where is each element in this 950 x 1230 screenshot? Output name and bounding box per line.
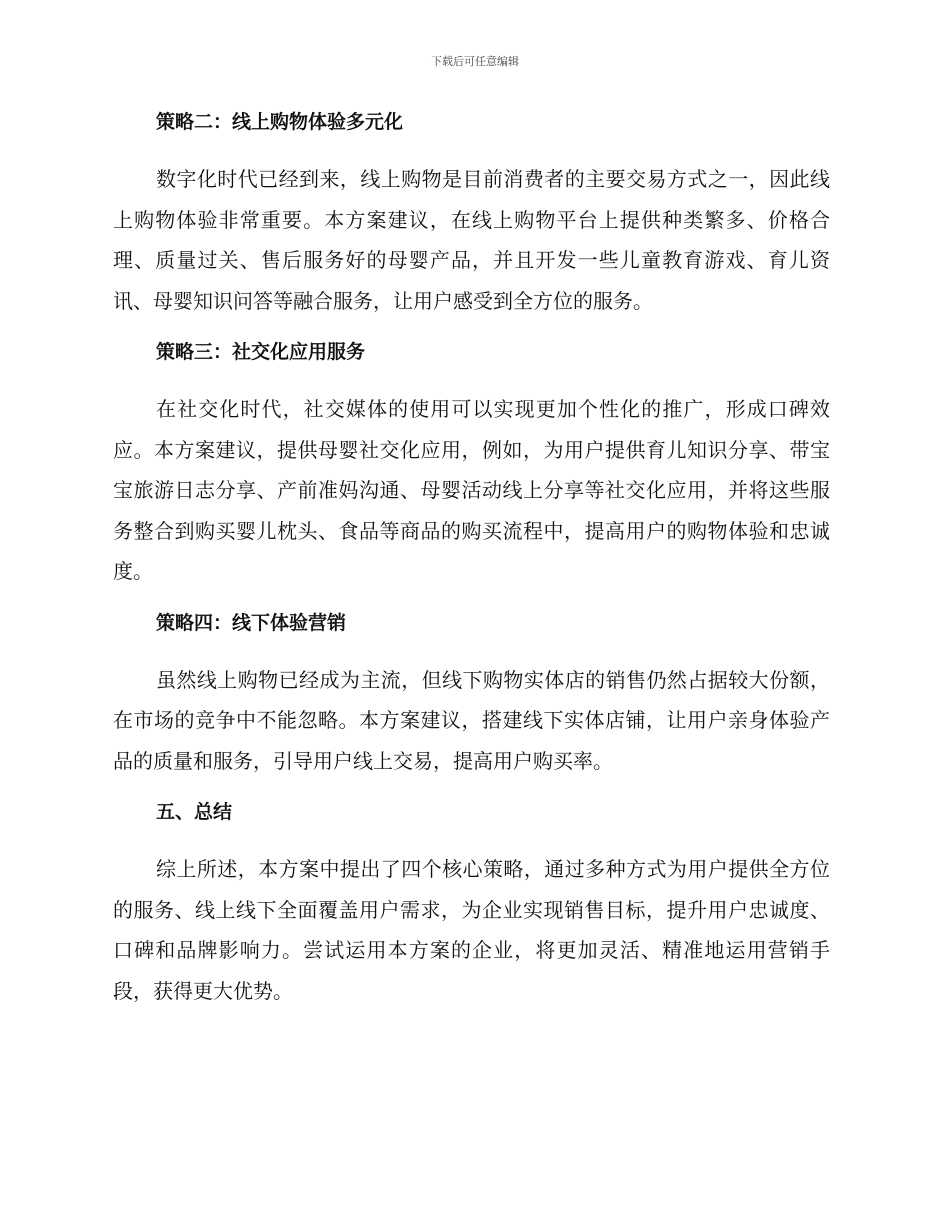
section-strategy-four (113, 610, 830, 782)
section-heading: 五、总结 (156, 801, 233, 823)
section-summary (113, 799, 830, 1011)
section-paragraph: 虽然线上购物已经成为主流，但线下购物实体店的销售仍然占据较大份额，在市场的竞争中不能忽略。本方案建议，搭建线下实体店铺，让用户亲身体验产品的质量和服务，引导用户线上交易，提高用户购买率。 (113, 667, 830, 773)
page-header: 下载后可任意编辑 (431, 55, 519, 68)
section-strategy-two (113, 109, 830, 321)
section-paragraph: 综上所述，本方案中提出了四个核心策略，通过多种方式为用户提供全方位的服务、线上线下全面覆盖用户需求，为企业实现销售目标，提升用户忠诚度、口碑和品牌影响力。尝试运用本方案的企业，将更加灵活、精准地运用营销手段，获得更大优势。 (113, 857, 830, 1003)
section-heading: 策略三：社交化应用服务 (156, 341, 366, 363)
section-paragraph: 在社交化时代，社交媒体的使用可以实现更加个性化的推广，形成口碑效应。本方案建议，提供母婴社交化应用，例如，为用户提供育儿知识分享、带宝宝旅游日志分享、产前准妈沟通、母婴活动线上分享等社交化应用，并将这些服务整合到购买婴儿枕头、食品等商品的购买流程中，提高用户的购物体验和忠诚度。 (113, 397, 830, 583)
document-body (113, 109, 830, 1011)
section-heading: 策略二：线上购物体验多元化 (156, 111, 404, 133)
section-paragraph: 数字化时代已经到来，线上购物是目前消费者的主要交易方式之一，因此线上购物体验非常重要。本方案建议，在线上购物平台上提供种类繁多、价格合理、质量过关、售后服务好的母婴产品，并且开发一些儿童教育游戏、育儿资讯、母婴知识问答等融合服务，让用户感受到全方位的服务。 (113, 167, 830, 313)
section-heading: 策略四：线下体验营销 (156, 611, 347, 634)
section-strategy-three (113, 339, 830, 592)
